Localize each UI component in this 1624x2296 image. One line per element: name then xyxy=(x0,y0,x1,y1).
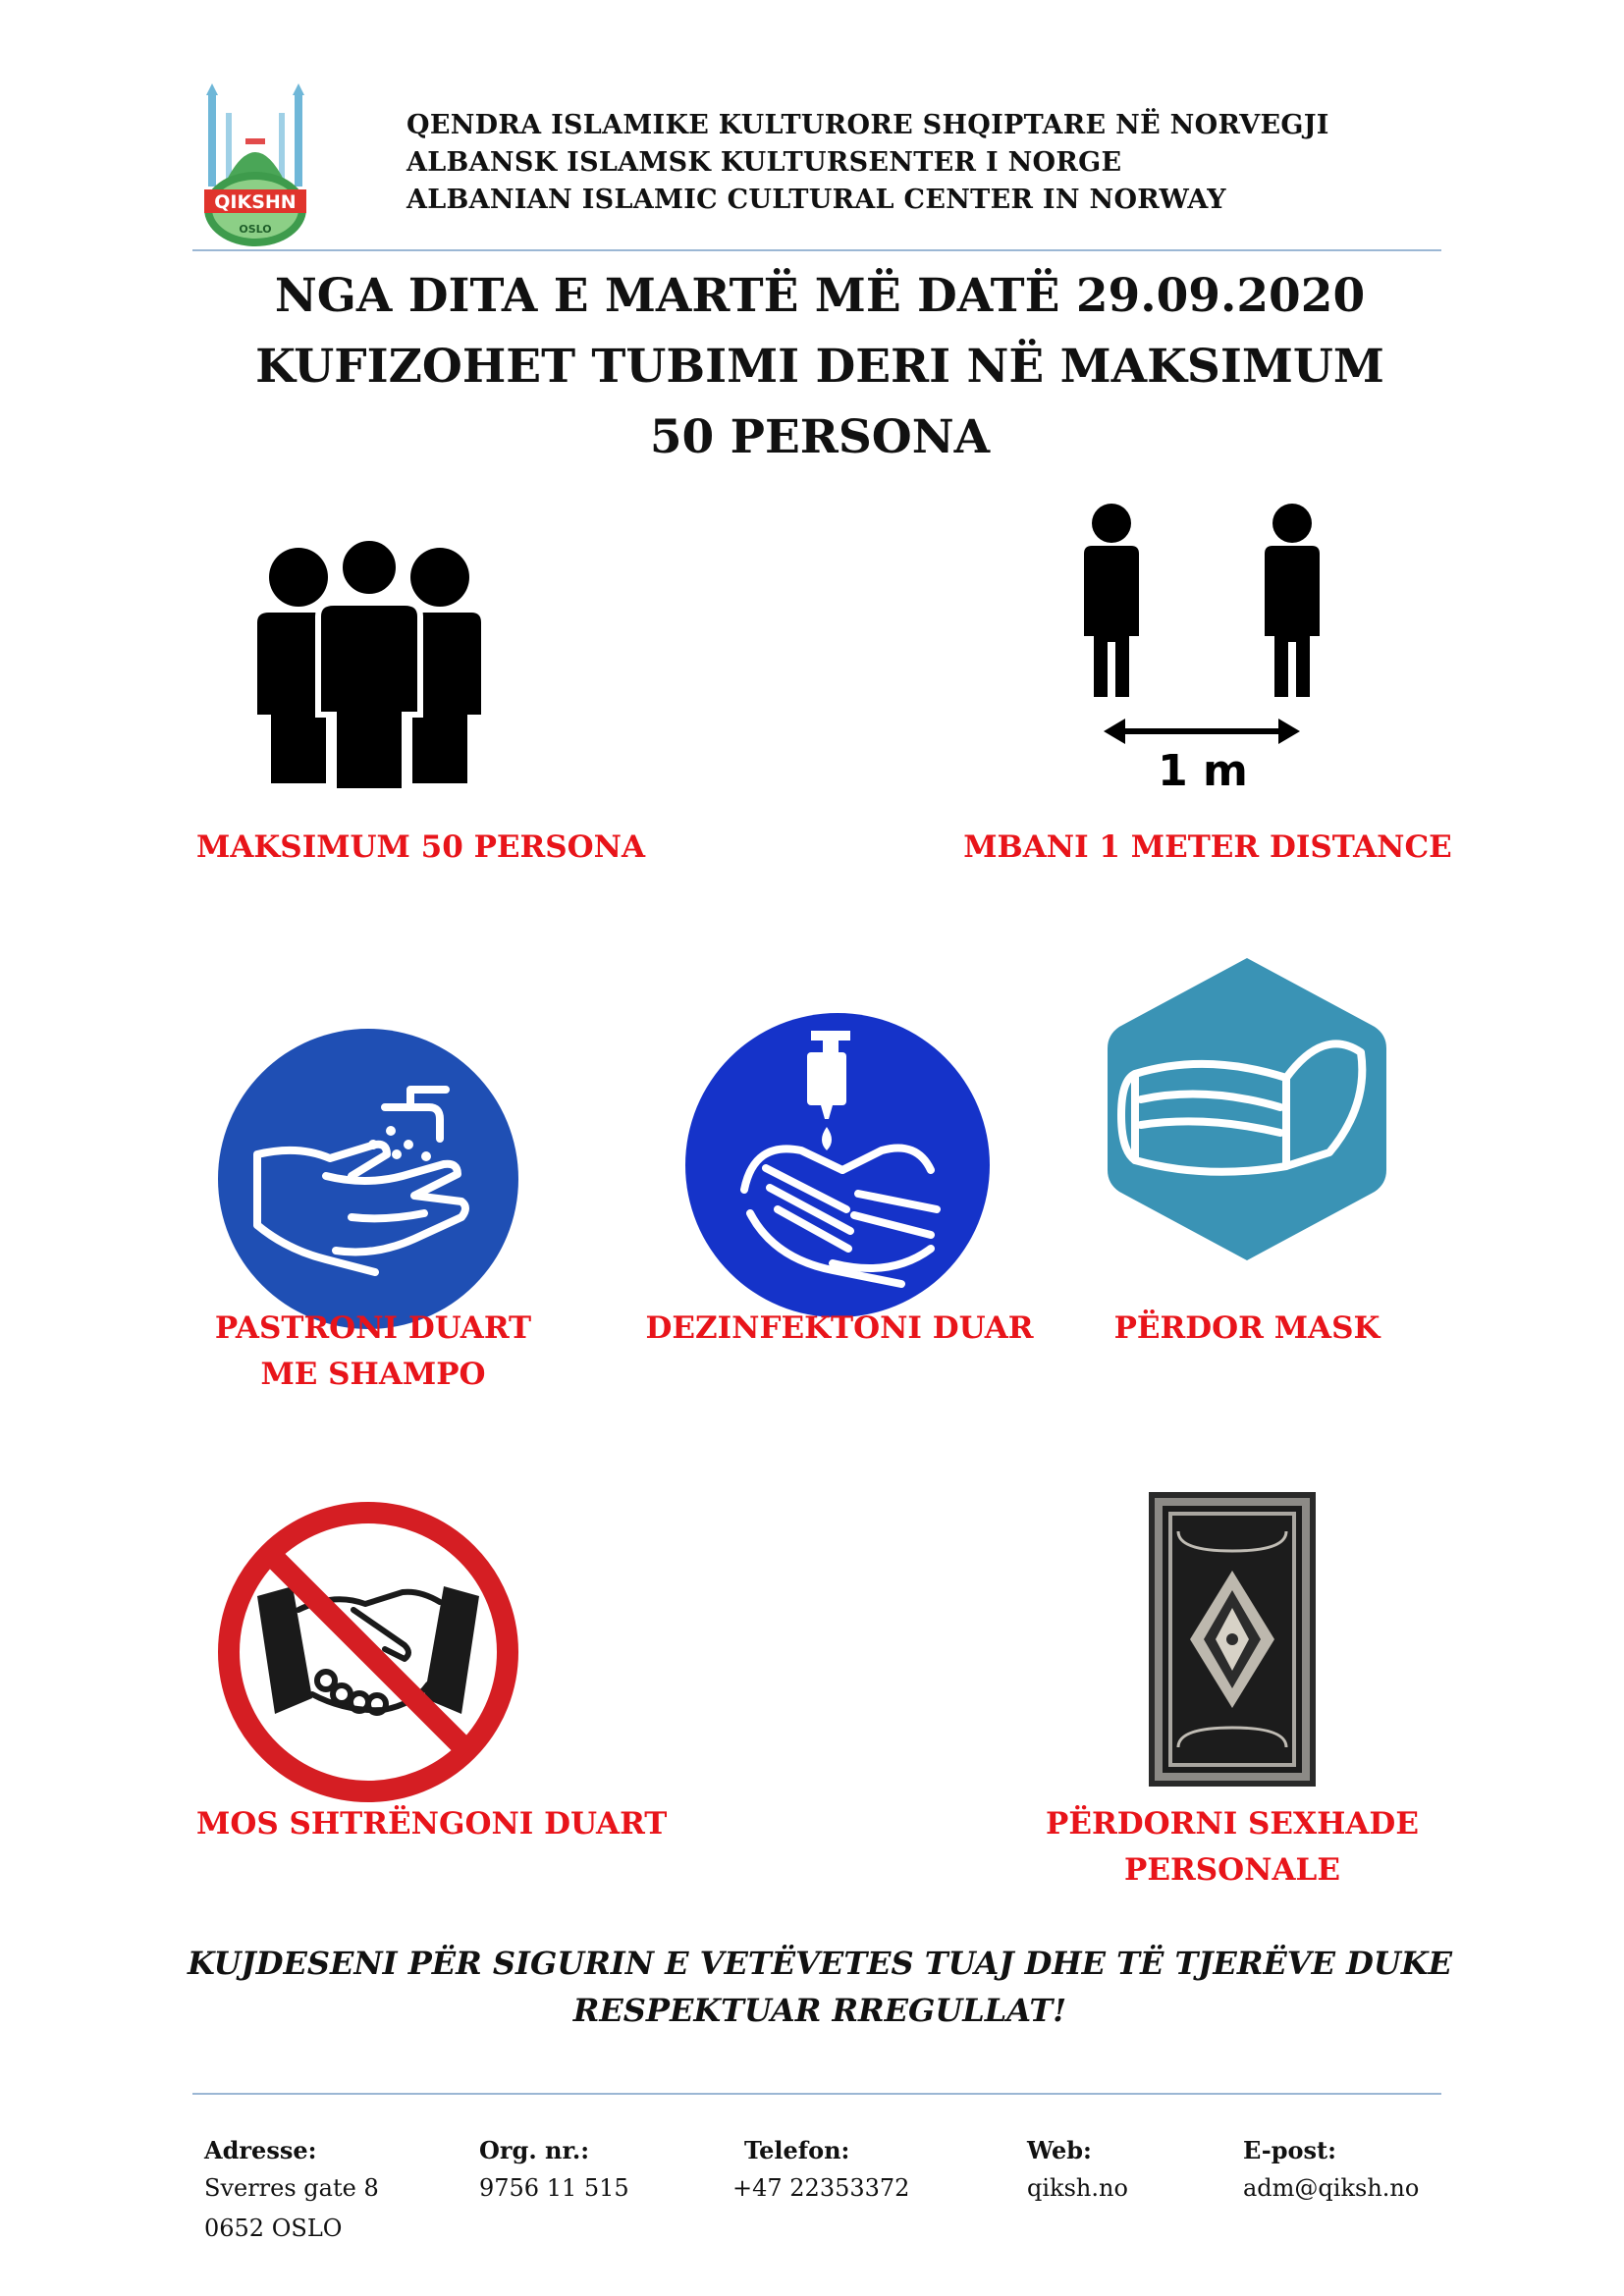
address-label: Adresse: xyxy=(204,2136,317,2164)
caption-prayer-rug xyxy=(992,1801,1473,1894)
social-distance-icon xyxy=(1060,499,1345,793)
no-handshake-icon xyxy=(218,1502,518,1802)
footer-address xyxy=(204,2136,379,2249)
web-link[interactable]: qiksh.no xyxy=(1027,2174,1128,2202)
caption-wear-mask: PËRDOR MASK xyxy=(1113,1310,1380,1346)
svg-text:QIKSHN: QIKSHN xyxy=(214,191,297,213)
caption-disinfect: DEZINFEKTONI DUAR xyxy=(645,1310,1034,1346)
prayer-rug-icon xyxy=(1149,1492,1316,1787)
caption-keep-distance: MBANI 1 METER DISTANCE xyxy=(963,829,1452,865)
logo xyxy=(196,83,314,250)
slogan-line-1: KUJDESENI PËR SIGURIN E VETËVETES TUAJ DHE TË TJERËVE DUKE xyxy=(187,1945,1453,1982)
svg-text:1 m: 1 m xyxy=(1158,746,1248,793)
footer-email xyxy=(1243,2136,1419,2209)
svg-text:OSLO: OSLO xyxy=(239,223,272,236)
footer-web xyxy=(1027,2136,1128,2209)
title-line-2: KUFIZOHET TUBIMI DERI NË MAKSIMUM xyxy=(255,340,1384,394)
slogan xyxy=(147,1940,1492,2034)
email-link[interactable]: adm@qiksh.no xyxy=(1243,2174,1420,2202)
address-line-1: Sverres gate 8 xyxy=(204,2174,379,2202)
caption-prayer-rug-line-2: PERSONALE xyxy=(1124,1852,1340,1888)
hand-sanitizer-icon xyxy=(685,1013,990,1317)
footer-phone xyxy=(732,2136,909,2209)
caption-prayer-rug-line-1: PËRDORNI SEXHADE xyxy=(1046,1806,1419,1842)
header-line-3: ALBANIAN ISLAMIC CULTURAL CENTER IN NORWAY xyxy=(406,185,1226,215)
phone-label: Telefon: xyxy=(744,2136,850,2164)
caption-wash-hands-line-2: ME SHAMPO xyxy=(260,1357,486,1392)
slogan-line-2: RESPEKTUAR RREGULLAT! xyxy=(572,1992,1067,2029)
web-label: Web: xyxy=(1027,2136,1092,2164)
group-of-people-icon xyxy=(247,538,491,793)
title-line-1: NGA DITA E MARTË MË DATË 29.09.2020 xyxy=(274,269,1366,323)
caption-wash-hands xyxy=(157,1306,589,1398)
email-label: E-post: xyxy=(1243,2136,1336,2164)
title-line-3: 50 PERSONA xyxy=(649,410,991,464)
footer-org xyxy=(479,2136,629,2209)
org-number: 9756 11 515 xyxy=(479,2174,629,2202)
phone-number[interactable]: +47 22353372 xyxy=(732,2174,910,2202)
mosque-logo-icon xyxy=(196,83,314,250)
footer-divider xyxy=(192,2093,1441,2095)
caption-max-persons: MAKSIMUM 50 PERSONA xyxy=(196,829,646,865)
header-divider xyxy=(192,249,1441,251)
page-title xyxy=(147,261,1492,473)
address-line-2: 0652 OSLO xyxy=(204,2215,343,2242)
header-line-1: QENDRA ISLAMIKE KULTURORE SHQIPTARE NË NORVEGJI xyxy=(406,110,1329,140)
face-mask-icon xyxy=(1108,958,1386,1260)
caption-wash-hands-line-1: PASTRONI DUART xyxy=(214,1310,532,1346)
wash-hands-icon xyxy=(218,1029,518,1329)
header-line-2: ALBANSK ISLAMSK KULTURSENTER I NORGE xyxy=(406,147,1122,178)
org-label: Org. nr.: xyxy=(479,2136,590,2164)
caption-no-handshake: MOS SHTRËNGONI DUART xyxy=(196,1806,668,1842)
